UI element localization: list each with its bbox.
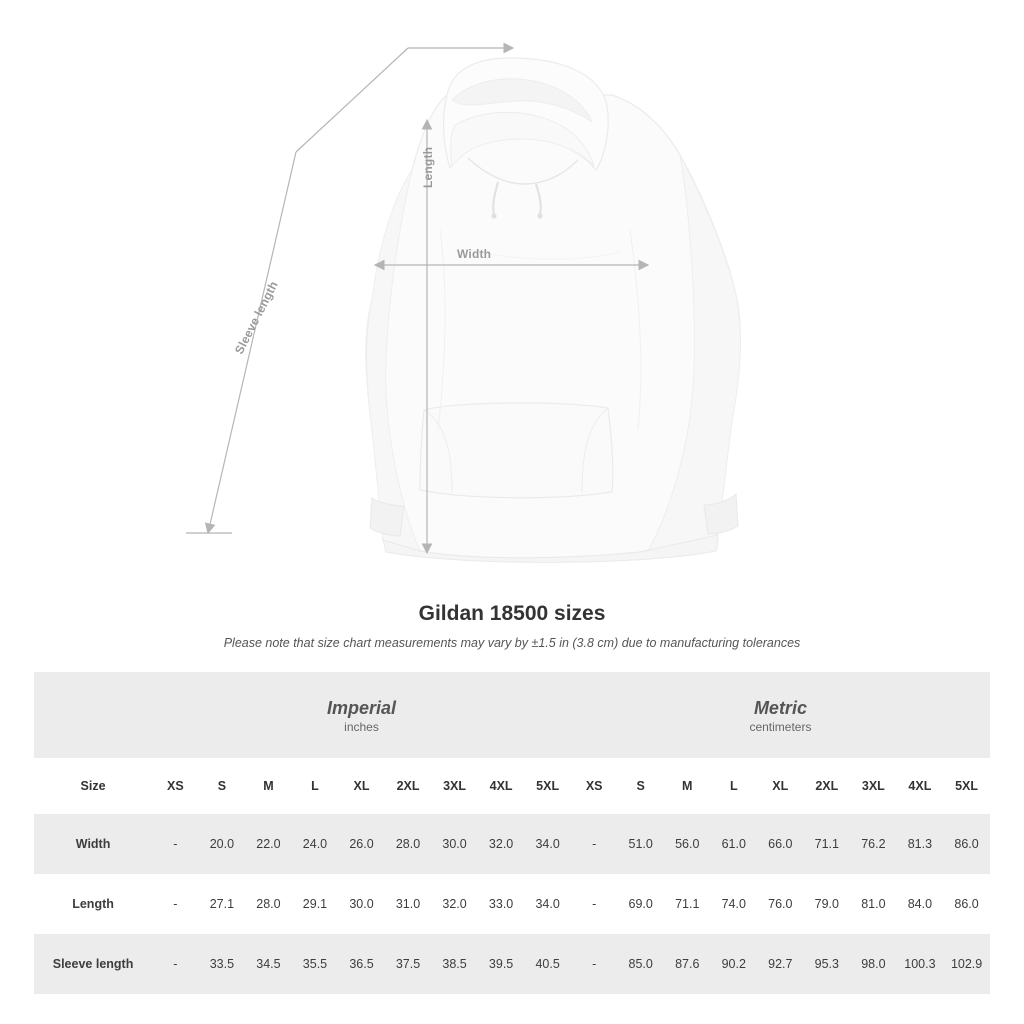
row-label-width: Width xyxy=(34,814,152,874)
cell-width-imperial-l: 24.0 xyxy=(292,814,339,874)
size-header-metric-2xl: 2XL xyxy=(804,758,851,814)
cell-width-metric-3xl: 76.2 xyxy=(850,814,897,874)
table-row xyxy=(34,934,990,994)
cell-length-metric-3xl: 81.0 xyxy=(850,874,897,934)
imperial-sublabel: inches xyxy=(344,720,379,735)
row-label-length: Length xyxy=(34,874,152,934)
size-header-imperial-m: M xyxy=(245,758,292,814)
cell-sleeve-metric-s: 85.0 xyxy=(617,934,664,994)
metric-label: Metric xyxy=(753,697,807,718)
cell-sleeve-metric-xs: - xyxy=(571,934,618,994)
cell-width-imperial-2xl: 28.0 xyxy=(385,814,432,874)
cell-length-imperial-l: 29.1 xyxy=(292,874,339,934)
cell-sleeve-metric-5xl: 102.9 xyxy=(943,934,990,994)
cell-sleeve-imperial-3xl: 38.5 xyxy=(431,934,478,994)
cell-width-imperial-4xl: 32.0 xyxy=(478,814,525,874)
size-header-metric-3xl: 3XL xyxy=(850,758,897,814)
size-chart-table-wrap xyxy=(34,672,990,994)
cell-sleeve-metric-m: 87.6 xyxy=(664,934,711,994)
unit-header-corner xyxy=(34,672,152,758)
cell-length-metric-xs: - xyxy=(571,874,618,934)
cell-length-metric-m: 71.1 xyxy=(664,874,711,934)
table-row xyxy=(34,874,990,934)
size-header-imperial-s: S xyxy=(199,758,246,814)
size-header-imperial-xs: XS xyxy=(152,758,199,814)
cell-width-metric-m: 56.0 xyxy=(664,814,711,874)
size-header-metric-s: S xyxy=(617,758,664,814)
size-header-label: Size xyxy=(34,758,152,814)
cell-width-metric-s: 51.0 xyxy=(617,814,664,874)
sleeve-length-dimension-label: Sleeve length xyxy=(232,278,281,357)
size-header-row xyxy=(34,758,990,814)
cell-sleeve-imperial-xs: - xyxy=(152,934,199,994)
cell-length-metric-4xl: 84.0 xyxy=(897,874,944,934)
cell-length-metric-l: 74.0 xyxy=(711,874,758,934)
row-label-sleeve-length: Sleeve length xyxy=(34,934,152,994)
cell-sleeve-metric-4xl: 100.3 xyxy=(897,934,944,994)
cell-sleeve-metric-2xl: 95.3 xyxy=(804,934,851,994)
size-header-metric-m: M xyxy=(664,758,711,814)
cell-length-imperial-xl: 30.0 xyxy=(338,874,385,934)
tolerance-note: Please note that size chart measurements may vary by ±1.5 in (3.8 cm) due to manufacturing tolerances xyxy=(223,636,801,650)
size-header-imperial-5xl: 5XL xyxy=(524,758,571,814)
metric-sublabel: centimeters xyxy=(749,720,812,735)
length-dimension-label: Length xyxy=(421,146,435,188)
cell-length-imperial-s: 27.1 xyxy=(199,874,246,934)
size-header-metric-xs: XS xyxy=(571,758,618,814)
cell-width-imperial-3xl: 30.0 xyxy=(431,814,478,874)
cell-sleeve-metric-l: 90.2 xyxy=(711,934,758,994)
cell-width-imperial-m: 22.0 xyxy=(245,814,292,874)
cell-width-metric-5xl: 86.0 xyxy=(943,814,990,874)
cell-sleeve-metric-3xl: 98.0 xyxy=(850,934,897,994)
cell-length-metric-5xl: 86.0 xyxy=(943,874,990,934)
cell-length-metric-2xl: 79.0 xyxy=(804,874,851,934)
unit-header-row xyxy=(34,672,990,758)
cell-length-imperial-xs: - xyxy=(152,874,199,934)
cell-length-imperial-2xl: 31.0 xyxy=(385,874,432,934)
cell-width-imperial-xs: - xyxy=(152,814,199,874)
width-dimension-label: Width xyxy=(457,247,492,261)
cell-width-metric-xs: - xyxy=(571,814,618,874)
cell-length-imperial-5xl: 34.0 xyxy=(524,874,571,934)
cell-sleeve-metric-xl: 92.7 xyxy=(757,934,804,994)
cell-width-metric-4xl: 81.3 xyxy=(897,814,944,874)
size-chart-heading xyxy=(0,590,1024,650)
cell-width-metric-2xl: 71.1 xyxy=(804,814,851,874)
size-header-metric-xl: XL xyxy=(757,758,804,814)
size-header-imperial-3xl: 3XL xyxy=(431,758,478,814)
imperial-label: Imperial xyxy=(326,697,397,718)
cell-length-imperial-m: 28.0 xyxy=(245,874,292,934)
size-header-metric-5xl: 5XL xyxy=(943,758,990,814)
cell-sleeve-imperial-2xl: 37.5 xyxy=(385,934,432,994)
size-chart-table xyxy=(34,672,990,994)
cell-length-imperial-3xl: 32.0 xyxy=(431,874,478,934)
size-header-imperial-xl: XL xyxy=(338,758,385,814)
cell-width-metric-l: 61.0 xyxy=(711,814,758,874)
cell-sleeve-imperial-l: 35.5 xyxy=(292,934,339,994)
cell-length-metric-s: 69.0 xyxy=(617,874,664,934)
table-row xyxy=(34,814,990,874)
unit-header-imperial xyxy=(152,672,571,758)
cell-width-metric-xl: 66.0 xyxy=(757,814,804,874)
cell-width-imperial-5xl: 34.0 xyxy=(524,814,571,874)
cell-sleeve-imperial-m: 34.5 xyxy=(245,934,292,994)
size-header-metric-4xl: 4XL xyxy=(897,758,944,814)
cell-length-metric-xl: 76.0 xyxy=(757,874,804,934)
cell-sleeve-imperial-xl: 36.5 xyxy=(338,934,385,994)
cell-width-imperial-s: 20.0 xyxy=(199,814,246,874)
cell-width-imperial-xl: 26.0 xyxy=(338,814,385,874)
unit-header-metric xyxy=(571,672,990,758)
cell-sleeve-imperial-4xl: 39.5 xyxy=(478,934,525,994)
cell-sleeve-imperial-5xl: 40.5 xyxy=(524,934,571,994)
cell-length-imperial-4xl: 33.0 xyxy=(478,874,525,934)
size-header-imperial-l: L xyxy=(292,758,339,814)
page-title: Gildan 18500 sizes xyxy=(418,602,606,625)
cell-sleeve-imperial-s: 33.5 xyxy=(199,934,246,994)
size-header-imperial-2xl: 2XL xyxy=(385,758,432,814)
size-header-imperial-4xl: 4XL xyxy=(478,758,525,814)
hoodie-shape xyxy=(366,58,740,562)
size-header-metric-l: L xyxy=(711,758,758,814)
